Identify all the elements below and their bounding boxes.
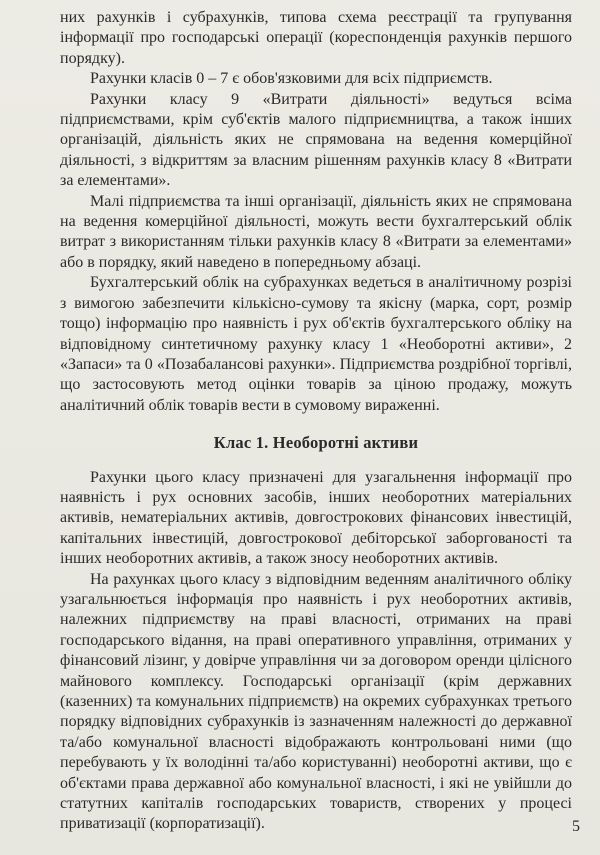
paragraph-subaccounts: Бухгалтерський облік на субрахунках ведеться в аналітичному розрізі з вимогою забезпечити кількісно-сумову та якісну (марка, сорт, розмір тощо) інформацію про наявність і рух об'єктів бухгалтерського обліку на відповідному синтетичному рахунку класу 1 «Необоротні активи», 2 «Запаси» та 0 «Позабалансові рахунки». Підприємства роздрібної торгівлі, що застосовують метод оцінки товарів за ціною продажу, можуть аналітичний облік товарів вести в сумовому вираженні. xyxy=(60,274,572,414)
paragraph-class-1-purpose: Рахунки цього класу призначені для узагальнення інформації про наявність і рух основних засобів, інших необоротних матеріальних активів, нематеріальних активів, довгострокових фінансових інвестицій, капітальних інвестицій, довгострокової дебіторської заборгованості та інших необоротних активів, а також зносу необоротних активів. xyxy=(60,468,572,568)
paragraph-class-1-accounting: На рахунках цього класу з відповідним веденням аналітичного обліку узагальнюється інформація про наявність і рух необоротних активів, належних підприємству на праві власності, отриманих на праві господарського відання, на праві оперативного управління, отриманих у фінансовий лізинг, у довірче управління чи за договором оренди цілісного майнового комплексу. Господарські організації (крім державних (казенних) та комунальних підприємств) на окремих субрахунках третього порядку відповідних субрахунків із зазначенням належності до державної та/або комунальної власності відображають контрольовані ними (що перебувають у їх володінні та/або користуванні) необоротні активи, що є об'єктами права державної або комунальної власності, і які не увійшли до статутних капіталів господарських товариств, створених у процесі приватизації (корпоратизації). xyxy=(60,570,572,833)
page-body xyxy=(60,8,572,835)
paragraph-class-9: Рахунки класу 9 «Витрати діяльності» ведуться всіма підприємствами, крім суб'єктів малого підприємництва, а також інших організацій, діяльність яких не спрямована на ведення комерційної діяльності, з відкриттям за власним рішенням рахунків класу 8 «Витрати за елементами». xyxy=(60,90,572,190)
paragraph-classes-0-7: Рахунки класів 0 – 7 є обов'язковими для всіх підприємств. xyxy=(90,70,493,88)
page-number: 5 xyxy=(572,818,580,835)
section-heading: Клас 1. Необоротні активи xyxy=(213,433,419,453)
paragraph-small-enterprises: Малі підприємства та інші організації, діяльність яких не спрямована на ведення комерційної діяльності, можуть вести бухгалтерський облік витрат з використанням тільки рахунків класу 8 «Витрати за елементами» або в порядку, який наведено в попередньому абзаці. xyxy=(60,192,572,271)
paragraph-continued: них рахунків і субрахунків, типова схема реєстрації та групування інформації про господарські операції (кореспонденція рахунків першого порядку). xyxy=(60,9,572,67)
